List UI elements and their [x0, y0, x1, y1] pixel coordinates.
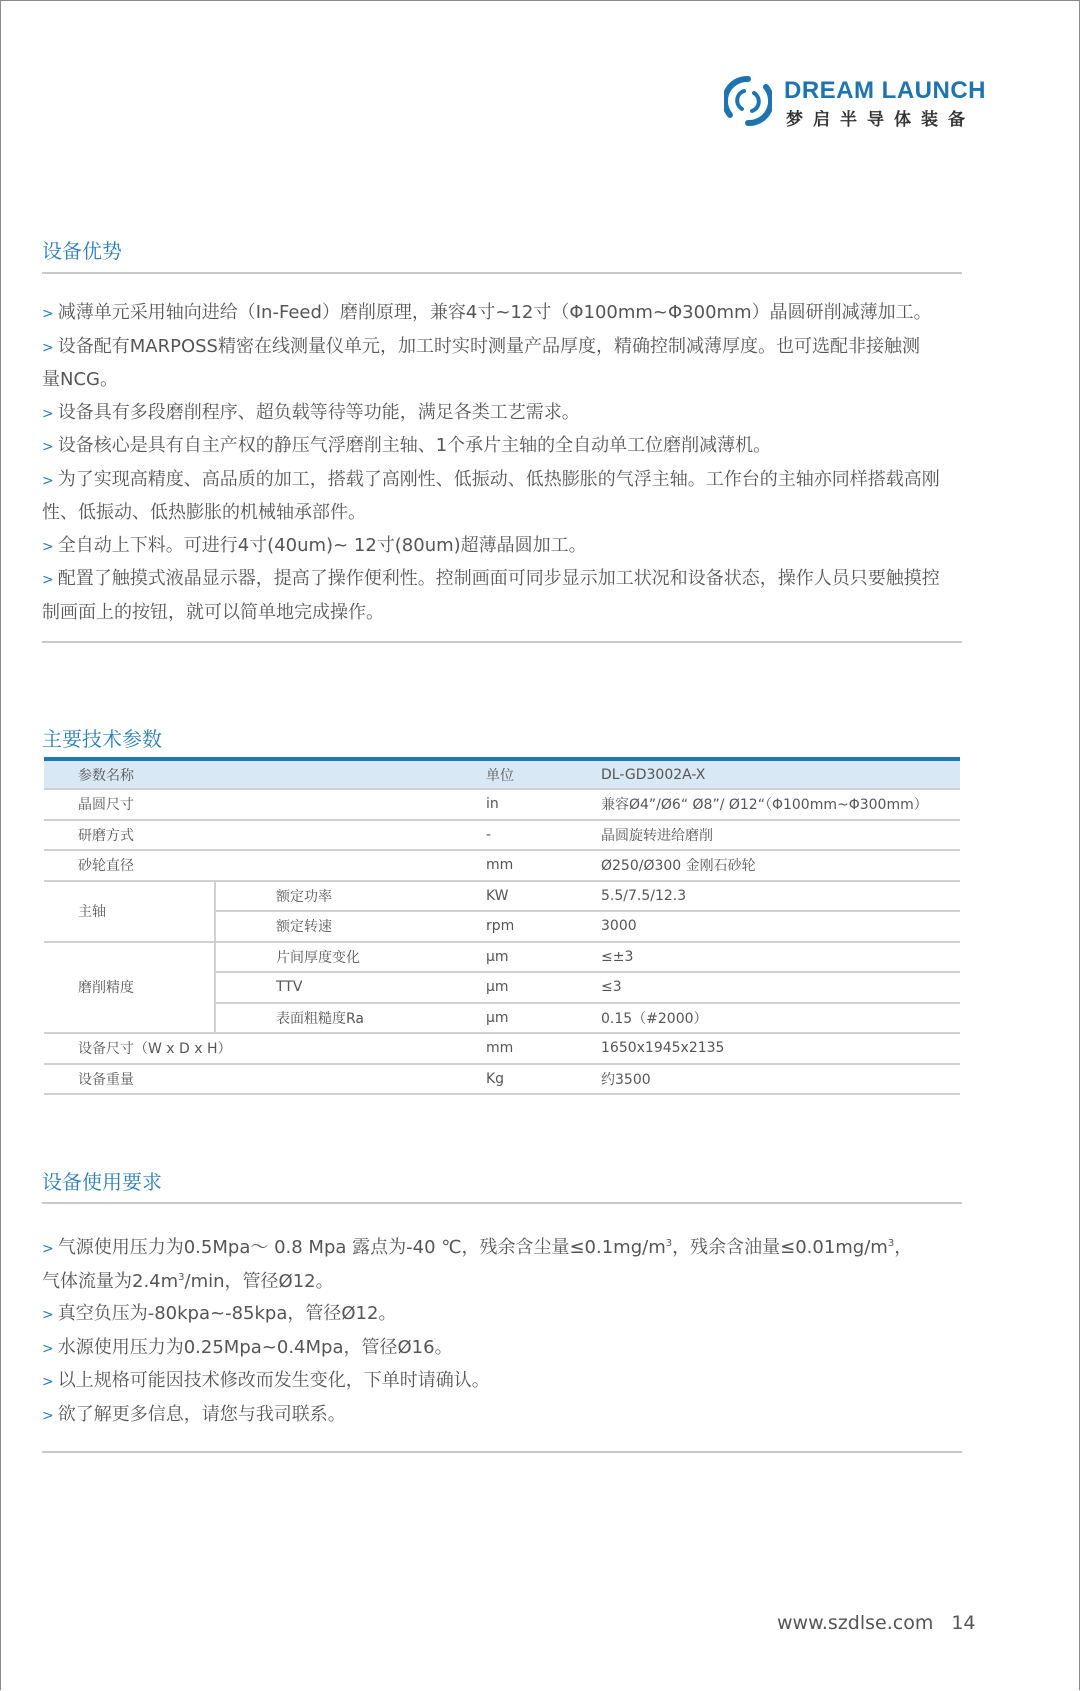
superscript: 3 [665, 1238, 673, 1249]
param-value: 5.5/7.5/12.3 [601, 881, 960, 912]
param-value: 晶圆旋转进给磨削 [601, 820, 960, 851]
list-item-text: /min，管径Ø12。 [184, 1270, 334, 1292]
list-item [42, 563, 964, 597]
brand-name-cn: 梦启半导体装备 [786, 110, 975, 130]
param-name: 砂轮直径 [44, 850, 486, 881]
header-param-name: 参数名称 [44, 759, 486, 789]
param-unit: μm [486, 1003, 601, 1034]
section-title-specs: 主要技术参数 [42, 727, 162, 751]
list-item [42, 297, 964, 331]
header-unit: 单位 [486, 759, 601, 789]
param-unit: μm [486, 972, 601, 1003]
list-item [42, 530, 964, 564]
bullet-icon: > [42, 339, 54, 356]
list-item-text: ，残余含油量≤0.01mg/m [672, 1237, 888, 1258]
param-value: Ø250/Ø300 金刚石砂轮 [601, 850, 960, 881]
param-value: ≤±3 [601, 942, 960, 973]
list-item-text: 设备具有多段磨削程序、超负载等待等功能，满足各类工艺需求。 [57, 401, 580, 423]
list-item-continuation [42, 364, 964, 397]
section-title-advantages: 设备优势 [42, 239, 122, 263]
param-value: ≤3 [601, 972, 960, 1003]
param-name: 设备尺寸（W x D x H） [44, 1033, 486, 1064]
param-group: 主轴 [44, 881, 215, 942]
list-item-text: 全自动上下料。可进行4寸(40um)~ 12寸(80um)超薄晶圆加工。 [57, 534, 587, 556]
bullet-icon: > [42, 472, 54, 489]
table-row [44, 820, 960, 851]
param-name: 表面粗糙度Ra [215, 1003, 486, 1034]
list-item-text: 水源使用压力为0.25Mpa~0.4Mpa，管径Ø16。 [57, 1336, 453, 1358]
divider [42, 1451, 962, 1453]
bullet-icon: > [42, 1340, 54, 1357]
bullet-icon: > [42, 306, 54, 322]
param-value: 兼容Ø4”/Ø6“ Ø8”/ Ø12“（Φ100mm~Φ300mm） [601, 789, 960, 820]
list-item-text: ， [894, 1237, 913, 1258]
bullet-icon: > [42, 1374, 54, 1390]
bullet-icon: > [42, 439, 54, 455]
list-item-text: 真空负压为-80kpa~-85kpa，管径Ø12。 [57, 1303, 397, 1324]
requirements-list [42, 1232, 964, 1432]
brand-logo [724, 75, 986, 131]
list-item [42, 1399, 964, 1433]
list-item [42, 1232, 964, 1266]
param-unit: Kg [486, 1064, 601, 1095]
list-item-text: 配置了触摸式液晶显示器，提高了操作便利性。控制画面可同步显示加工状况和设备状态，操作人员只要触摸控 [57, 568, 940, 589]
bullet-icon: > [42, 572, 54, 588]
table-row [44, 881, 960, 912]
param-unit: in [486, 789, 601, 820]
page-footer [777, 1612, 976, 1634]
list-item-text: 为了实现高精度、高品质的加工，搭载了高刚性、低振动、低热膨胀的气浮主轴。工作台的主轴亦同样搭载高刚 [57, 468, 940, 490]
list-item-text: 欲了解更多信息，请您与我司联系。 [57, 1403, 346, 1425]
header-model: DL-GD3002A-X [601, 759, 960, 789]
table-row [44, 942, 960, 973]
list-item [42, 430, 964, 464]
param-value: 0.15（#2000） [601, 1003, 960, 1034]
param-unit: KW [486, 881, 601, 912]
superscript: 3 [887, 1238, 895, 1249]
param-value: 3000 [601, 911, 960, 942]
dream-launch-logo-icon [724, 75, 772, 127]
param-unit: - [486, 820, 601, 851]
table-row [44, 850, 960, 881]
param-group: 磨削精度 [44, 942, 215, 1034]
param-name: TTV [215, 972, 486, 1003]
superscript: 3 [178, 1271, 185, 1283]
list-item-continuation [42, 597, 964, 630]
divider [42, 272, 962, 274]
param-unit: mm [486, 1033, 601, 1064]
list-item [42, 1365, 964, 1399]
param-unit: mm [486, 850, 601, 881]
table-header-row [44, 759, 960, 789]
param-name: 晶圆尺寸 [44, 789, 486, 820]
table-row [44, 1064, 960, 1095]
list-item-text: 量NCG。 [42, 369, 118, 390]
brand-name-en: DREAM LAUNCH [784, 77, 986, 104]
divider [42, 641, 962, 643]
list-item [42, 331, 964, 365]
page-number: 14 [951, 1612, 976, 1634]
list-item-text: 气体流量为2.4m [42, 1270, 179, 1292]
bullet-icon: > [42, 405, 54, 422]
list-item-text: 设备核心是具有自主产权的静压气浮磨削主轴、1个承片主轴的全自动单工位磨削减薄机。 [57, 435, 772, 456]
list-item-text: 设备配有MARPOSS精密在线测量仪单元，加工时实时测量产品厚度，精确控制减薄厚度。也可选配非接触测 [57, 335, 920, 357]
param-name: 研磨方式 [44, 820, 486, 851]
advantages-list [42, 297, 964, 629]
list-item-text: 气源使用压力为0.5Mpa～ 0.8 Mpa 露点为-40 ℃，残余含尘量≤0.1mg/m [57, 1237, 666, 1258]
divider [42, 1202, 962, 1204]
param-name: 额定功率 [215, 881, 486, 912]
section-title-requirements: 设备使用要求 [42, 1170, 162, 1194]
list-item [42, 464, 964, 498]
list-item-text: 性、低振动、低热膨胀的机械轴承部件。 [42, 502, 366, 523]
spec-table [44, 757, 960, 1095]
param-value: 1650x1945x2135 [601, 1033, 960, 1064]
table-row [44, 1033, 960, 1064]
bullet-icon: > [42, 1241, 54, 1257]
list-item [42, 1298, 964, 1332]
website-link[interactable]: www.szdlse.com [777, 1612, 934, 1634]
list-item [42, 1332, 964, 1366]
list-item-text: 减薄单元采用轴向进给（In-Feed）磨削原理，兼容4寸~12寸（Φ100mm~Φ300mm）晶圆研削减薄加工。 [57, 302, 932, 323]
param-unit: rpm [486, 911, 601, 942]
bullet-icon: > [42, 538, 54, 555]
list-item-continuation [42, 497, 964, 530]
bullet-icon: > [42, 1307, 54, 1323]
param-unit: μm [486, 942, 601, 973]
table-row [44, 789, 960, 820]
param-name: 设备重量 [44, 1064, 486, 1095]
param-name: 片间厚度变化 [215, 942, 486, 973]
list-item-continuation [42, 1266, 964, 1299]
bullet-icon: > [42, 1407, 54, 1424]
list-item [42, 397, 964, 431]
param-name: 额定转速 [215, 911, 486, 942]
list-item-text: 以上规格可能因技术修改而发生变化，下单时请确认。 [57, 1370, 490, 1391]
list-item-text: 制画面上的按钮，就可以简单地完成操作。 [42, 601, 384, 623]
param-value: 约3500 [601, 1064, 960, 1095]
